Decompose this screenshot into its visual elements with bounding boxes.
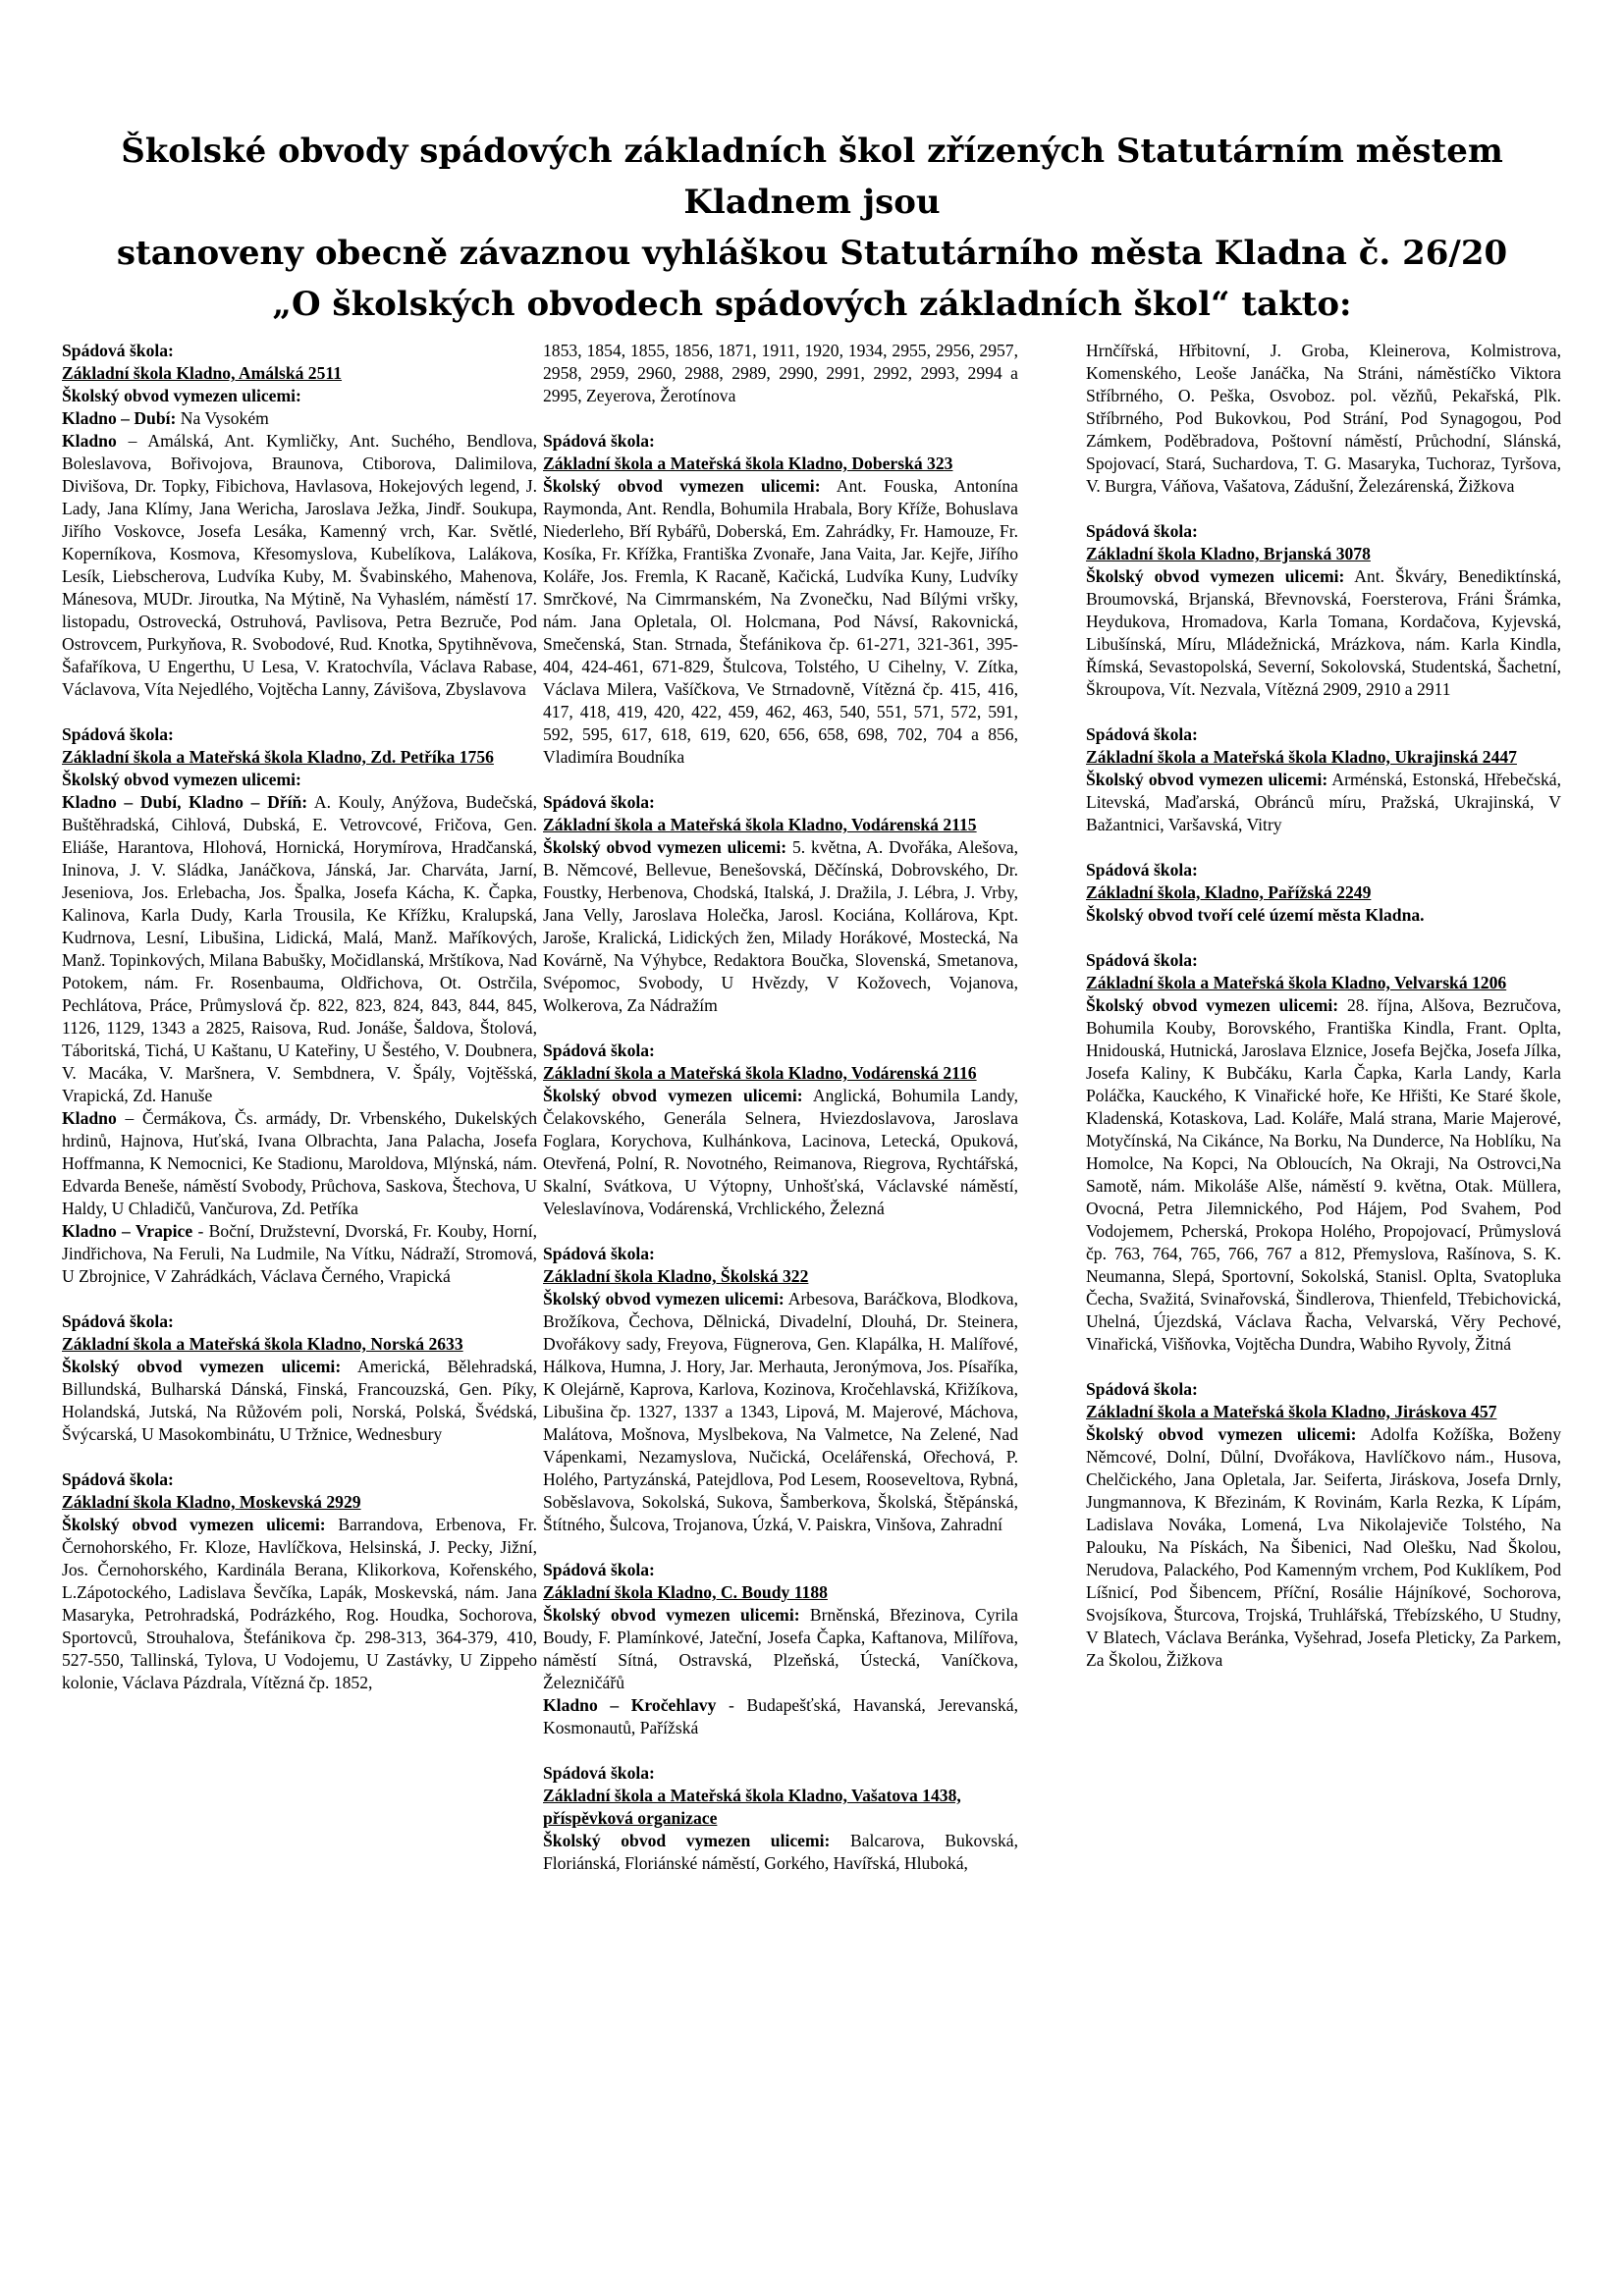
- page-title: [69, 126, 1555, 330]
- street-list-text: Arménská, Estonská, Hřebečská, Litevská, Maďarská, Obránců míru, Pražská, Ukrajinská, V Bažantnici, Varšavská, Vitry: [1086, 770, 1561, 834]
- section-label: Spádová škola:: [543, 792, 655, 812]
- school-section: [1086, 520, 1561, 701]
- school-section: [62, 1310, 537, 1446]
- district-text: [62, 1220, 537, 1288]
- district-text: [1086, 994, 1561, 1356]
- district-lead: Kladno – Vrapice: [62, 1221, 193, 1241]
- district-lead: Kladno: [62, 431, 117, 451]
- school-section: [543, 1559, 1018, 1739]
- school-name: Základní škola a Mateřská škola Kladno, Norská 2633: [62, 1334, 463, 1354]
- district-lead: Školský obvod vymezen ulicemi:: [543, 1605, 800, 1625]
- district-lead: Školský obvod vymezen ulicemi:: [543, 476, 821, 496]
- section-label: Spádová škola:: [1086, 950, 1198, 970]
- school-name: Základní škola Kladno, Brjanská 3078: [1086, 544, 1371, 563]
- section-label: Spádová škola:: [1086, 1379, 1198, 1399]
- school-name: Základní škola a Mateřská škola Kladno, Doberská 323: [543, 454, 953, 473]
- district-text: [62, 1514, 537, 1694]
- school-section: [62, 1468, 537, 1694]
- district-lead: Školský obvod vymezen ulicemi:: [543, 837, 787, 857]
- school-section: [1086, 949, 1561, 1356]
- district-lead: Školský obvod vymezen ulicemi:: [1086, 1424, 1357, 1444]
- school-name: Základní škola, Kladno, Pařížská 2249: [1086, 882, 1372, 902]
- section-label: Spádová škola:: [543, 1763, 655, 1783]
- district-heading: Školský obvod tvoří celé území města Kladna.: [1086, 905, 1425, 925]
- district-lead: Školský obvod vymezen ulicemi:: [543, 1086, 803, 1105]
- section-label: Spádová škola:: [543, 1244, 655, 1263]
- street-list-text: 28. října, Alšova, Bezručova, Bohumila Kouby, Borovského, Františka Kindla, Frant. Oplta, Hnidouská, Hutnická, Jaroslava Elznice, Josefa Bejčka, Josefa Jílka, Josefa Kaliny, K Bubčáku, Karla Čapka, Karla Landy, Karla Poláčka, Kauckého, K Vinařické hoře, Ke Hřišti, Ke Staré škole, Kladenská, Kotaskova, Lad. Koláře, Malá strana, Marie Majerové, Motyčínská, Na Cikánce, Na Borku, Na Dunderce, Na Hoblíku, Na Homolce, Na Kopci, Na Obloucích, Na Okraji, Na Ostrovci,Na Samotě, nám. Mikoláše Alše, náměstí 9. května, Otak. Müllera, Ovocná, Petra Jilemnického, Pod Hájem, Pod Svahem, Pod Vodojemem, Pcherská, Prokopa Holého, Propojovací, Průmyslová čp. 763, 764, 765, 766, 767 a 812, Přemyslova, Rašínova, S. K. Neumanna, Slepá, Sportovní, Sokolská, Stanisl. Oplta, Svatopluka Čecha, Svažitá, Svinařovská, Šindlerova, Thienfeld, Třebichovická, Uhelná, Újezdská, Václava Řacha, Velvarská, Věry Pechové, Vinařická, Višňovka, Vojtěcha Dundra, Wabiho Ryvoly, Žitná: [1086, 995, 1561, 1354]
- section-label: Spádová škola:: [1086, 724, 1198, 744]
- district-text: [543, 1288, 1018, 1536]
- street-list-text: Ant. Škváry, Benediktínská, Broumovská, Brjanská, Břevnovská, Foersterova, Fráni Šrámka, Heydukova, Hromadova, Karla Tomana, Kordačova, Kyjevská, Libušínská, Míru, Mládežnická, Mrázkova, nám. Karla Kindla, Římská, Sevastopolská, Severní, Sokolovská, Studentská, Šachetní, Škroupova, Vít. Nezvala, Vítězná 2909, 2910 a 2911: [1086, 566, 1561, 699]
- section-label: Spádová škola:: [62, 341, 174, 360]
- district-lead: Kladno – Dubí:: [62, 408, 177, 428]
- school-section: [62, 340, 537, 701]
- district-lead: Kladno – Dubí, Kladno – Dříň:: [62, 792, 308, 812]
- school-section: [1086, 1378, 1561, 1672]
- street-list-text: Na Vysokém: [176, 408, 269, 428]
- school-name: Základní škola a Mateřská škola Kladno, Ukrajinská 2447: [1086, 747, 1517, 767]
- district-text: [543, 836, 1018, 1017]
- continued-street-list: [543, 340, 1018, 407]
- school-name: Základní škola a Mateřská škola Kladno, Jiráskova 457: [1086, 1402, 1497, 1421]
- district-text: [62, 791, 537, 1107]
- street-list-text: A. Kouly, Anýžova, Budečská, Buštěhradská, Cihlová, Dubská, E. Vetrovcové, Fričova, Gen. Eliáše, Harantova, Hlohová, Hornická, Horymírova, Hradčanská, Ininova, J. V. Sládka, Janáčkova, Jánská, Jar. Charváta, Jarní, Jeseniova, Jos. Erlebacha, Jos. Špalka, Josefa Kácha, K. Čapka, Kalinova, Karla Dudy, Karla Trousila, Ke Křížku, Kralupská, Kudrnova, Lesní, Libušina, Lidická, Malá, Manž. Maříkových, Manž. Topinkových, Milana Babušky, Močidlanská, Mrštíkova, Nad Potokem, nám. Fr. Rosenbauma, Oldřichova, Ot. Ostrčila, Pechlátova, Práce, Průmyslová čp. 822, 823, 824, 843, 844, 845, 1126, 1129, 1343 a 2825, Raisova, Rud. Jonáše, Šaldova, Štolová, Táboritská, Tichá, U Kaštanu, U Kateřiny, U Šestého, V. Doubnera, V. Macáka, V. Maršnera, V. Sembdnera, V. Špály, Vojtěšská, Vrapická, Zd. Hanuše: [62, 792, 538, 1105]
- school-name: Základní škola a Mateřská škola Kladno, Velvarská 1206: [1086, 973, 1507, 992]
- school-section: [543, 791, 1018, 1017]
- school-section: [543, 1762, 1018, 1875]
- school-name: Základní škola Kladno, Amálská 2511: [62, 363, 343, 383]
- district-heading: Školský obvod vymezen ulicemi:: [62, 386, 301, 405]
- district-lead: Školský obvod vymezen ulicemi:: [1086, 770, 1328, 789]
- school-section: [543, 1243, 1018, 1536]
- district-heading: Školský obvod vymezen ulicemi:: [62, 770, 301, 789]
- section-label: Spádová škola:: [543, 1560, 655, 1579]
- section-label: Spádová škola:: [62, 1469, 174, 1489]
- section-label: Spádová škola:: [62, 1311, 174, 1331]
- district-text: [543, 1604, 1018, 1694]
- school-section: [543, 430, 1018, 769]
- street-list-text: – Čermákova, Čs. armády, Dr. Vrbenského, Dukelských hrdinů, Hajnova, Huťská, Ivana Olbrachta, Jana Palacha, Josefa Hoffmanna, K Nemocnici, Ke Stadionu, Maroldova, Mlýnská, nám. Edvarda Beneše, náměstí Svobody, Průchova, Saskova, Štechova, U Haldy, U Chladičů, Vančurova, Zd. Petříka: [62, 1108, 537, 1218]
- school-section: [543, 1040, 1018, 1220]
- street-list-text: Anglická, Bohumila Landy, Čelakovského, Generála Selnera, Hviezdoslavova, Jaroslava Foglara, Korychova, Kulhánkova, Lacinova, Letecká, Opuková, Otevřená, Polní, R. Novotného, Reimanova, Riegrova, Rychtářská, Skalní, Svátkova, U Výtopny, Unhošťská, Václavské náměstí, Veleslavínova, Vodárenská, Vrchlického, Železná: [543, 1086, 1018, 1218]
- district-text: [62, 1107, 537, 1220]
- school-name: Základní škola a Mateřská škola Kladno, Vašatova 1438, příspěvková organizace: [543, 1786, 961, 1828]
- district-text: [543, 1694, 1018, 1739]
- district-lead: Školský obvod vymezen ulicemi:: [1086, 566, 1345, 586]
- title-line-1: Školské obvody spádových základních škol zřízených Statutárním městem Kladnem jsou: [121, 132, 1503, 222]
- district-text: [62, 1356, 537, 1446]
- school-name: Základní škola a Mateřská škola Kladno, Vodárenská 2116: [543, 1063, 977, 1083]
- school-name: Základní škola a Mateřská škola Kladno, Zd. Petříka 1756: [62, 747, 494, 767]
- school-section: [1086, 859, 1561, 927]
- school-section: [62, 723, 537, 1288]
- street-list-text: 1853, 1854, 1855, 1856, 1871, 1911, 1920, 1934, 2955, 2956, 2957, 2958, 2959, 2960, 2988, 2989, 2990, 2991, 2992, 2993, 2994 a 2995, Zeyerova, Žerotínova: [543, 341, 1018, 405]
- district-text: [62, 430, 537, 701]
- section-label: Spádová škola:: [543, 1041, 655, 1060]
- column-2: [543, 340, 1018, 1897]
- section-label: Spádová škola:: [543, 431, 655, 451]
- section-label: Spádová škola:: [62, 724, 174, 744]
- street-list-text: - Boční, Družstevní, Dvorská, Fr. Kouby, Horní, Jindřichova, Na Feruli, Na Ludmile, Na Vítku, Nádraží, Stromová, U Zbrojnice, V Zahrádkách, Václava Černého, Vrapická: [62, 1221, 538, 1286]
- district-text: [1086, 769, 1561, 836]
- title-line-3: „O školských obvodech spádových základních škol“ takto:: [272, 285, 1352, 324]
- street-list-text: Balcarova, Bukovská, Floriánská, Floriánské náměstí, Gorkého, Havířská, Hluboká,: [543, 1831, 1019, 1873]
- street-list-text: Americká, Bělehradská, Billundská, Bulharská Dánská, Finská, Francouzská, Gen. Píky, Holandská, Jutská, Na Růžovém poli, Norská, Polská, Švédská, Švýcarská, U Masokombinátu, U Tržnice, Wednesbury: [62, 1357, 537, 1444]
- school-name: Základní škola Kladno, C. Boudy 1188: [543, 1582, 828, 1602]
- continued-street-list: [1086, 340, 1561, 498]
- column-3: [1086, 340, 1561, 1694]
- street-list-text: - Budapešťská, Havanská, Jerevanská, Kosmonautů, Pařížská: [543, 1695, 1018, 1737]
- street-list-text: Ant. Fouska, Antonína Raymonda, Ant. Rendla, Bohumila Hrabala, Bory Kříže, Bohuslava Niederleho, Bří Rybářů, Doberská, Em. Zahrádky, Fr. Hamouze, Fr. Kosíka, Fr. Křížka, Františka Zvonaře, Jana Vaita, Jar. Kejře, Jiřího Koláře, Jos. Fremla, K Racaně, Kačická, Ludvíka Kuny, Ludvíky Smrčkové, Na Cimrmanském, Na Zvonečku, Nad Bílými vršky, nám. Jana Opletala, Ol. Holcmana, Pod Návsí, Rakovnická, Smečenská, Stan. Strnada, Štefánikova čp. 61-271, 321-361, 395-404, 424-461, 671-829, Štulcova, Tolstého, U Cihelny, V. Zítka, Václava Milera, Vašíčkova, Ve Strnadovně, Vítězná čp. 415, 416, 417, 418, 419, 420, 422, 459, 462, 463, 540, 551, 571, 572, 591, 592, 595, 617, 618, 619, 620, 656, 658, 698, 702, 704 a 856, Vladimíra Boudníka: [543, 476, 1018, 767]
- title-line-2: stanoveny obecně závaznou vyhláškou Statutárního města Kladna č. 26/20: [116, 234, 1508, 273]
- district-text: [1086, 565, 1561, 701]
- district-lead: Školský obvod vymezen ulicemi:: [1086, 995, 1339, 1015]
- district-text: [543, 1830, 1018, 1875]
- district-text: [62, 407, 537, 430]
- street-list-text: 5. května, A. Dvořáka, Alešova, B. Němcové, Bellevue, Benešovská, Děčínská, Dobrovského, Dr. Foustky, Herbenova, Chodská, Italská, J. Dražila, J. Lébra, J. Vrby, Jana Velly, Jaroslava Holečka, Jarosl. Kociána, Kollárova, Kpt. Jaroše, Kralická, Lidických žen, Milady Horákové, Mostecká, Na Kovárně, Na Výhybce, Redaktora Boučka, Slovenská, Smetanova, Svépomoc, Svobody, U Hvězdy, V Kožovech, Vojanova, Wolkerova, Za Nádražím: [543, 837, 1018, 1015]
- school-name: Základní škola Kladno, Moskevská 2929: [62, 1492, 361, 1512]
- district-text: [543, 1085, 1018, 1220]
- street-list-text: – Amálská, Ant. Kymličky, Ant. Suchého, Bendlova, Boleslavova, Bořivojova, Braunova, Ctiborova, Dalimilova, Divišova, Dr. Topky, Fibichova, Havlasova, Hokejových legend, J. Lady, Jana Klímy, Jana Wericha, Jaroslava Ježka, Jindř. Soukupa, Jiřího Voskovce, Josefa Lesáka, Kamenný vrch, Kar. Světlé, Koperníkova, Kosmova, Křesomyslova, Kubelíkova, Lalákova, Lesík, Liebscherova, Ludvíka Kuby, M. Švabinského, Mahenova, Mánesova, MUDr. Jiroutka, Na Mýtině, Na Vyhaslém, náměstí 17. listopadu, Ostrovecká, Ostruhová, Pavlisova, Petra Bezruče, Pod Ostrovcem, Purkyňova, R. Svobodové, Rud. Knotka, Spytihněvova, Šafaříkova, U Engerthu, U Lesa, V. Kratochvíla, Václava Rabase, Václavova, Víta Nejedlého, Vojtěcha Lanny, Závišova, Zbyslavova: [62, 431, 537, 699]
- district-lead: Školský obvod vymezen ulicemi:: [62, 1515, 326, 1534]
- street-list-text: Barrandova, Erbenova, Fr. Černohorského, Fr. Kloze, Havlíčkova, Helsinská, J. Pecky, Jižní, Jos. Černohorského, Kardinála Berana, Klikorkova, Kořenského, L.Zápotockého, Ladislava Ševčíka, Lapák, Moskevská, nám. Jana Masaryka, Petrohradská, Podrázkého, Rog. Houdka, Sochorova, Sportovců, Strouhalova, Štefánikova čp. 298-313, 364-379, 410, 527-550, Tallinská, Tylova, U Vodojemu, U Zastávky, U Zippeho kolonie, Václava Pázdrala, Vítězná čp. 1852,: [62, 1515, 537, 1692]
- district-lead: Kladno: [62, 1108, 117, 1128]
- district-lead: Školský obvod vymezen ulicemi:: [543, 1289, 785, 1308]
- street-list-text: Arbesova, Baráčkova, Blodkova, Brožíkova, Čechova, Dělnická, Divadelní, Dlouhá, Dr. Steinera, Dvořákovy sady, Freyova, Fügnerova, Gen. Klapálka, H. Malířové, Hálkova, Humna, J. Hory, Jar. Merhauta, Jeronýmova, Jos. Písaříka, K Olejárně, Kaprova, Karlova, Kozinova, Kročehlavská, Křižíkova, Libušina čp. 1327, 1337 a 1343, Lipová, M. Majerové, Máchova, Malátova, Mošnova, Myslbekova, Na Valmetce, Na Zelené, Nad Vápenkami, Nezamyslova, Nučická, Ocelářenská, Ořechová, P. Holého, Partyzánská, Patejdlova, Pod Lesem, Rooseveltova, Rybná, Soběslavova, Sokolská, Sukova, Šamberkova, Školská, Štěpánská, Štítného, Šulcova, Trojanova, Úzká, V. Paiskra, Vinšova, Zahradní: [543, 1289, 1018, 1534]
- street-list-text: Brněnská, Březinova, Cyrila Boudy, F. Plamínkové, Jateční, Josefa Čapka, Kaftanova, Milířova, náměstí Sítná, Ostravská, Plzeňská, Ústecká, Vaníčkova, Železničářů: [543, 1605, 1018, 1692]
- district-lead: Školský obvod vymezen ulicemi:: [62, 1357, 342, 1376]
- street-list-text: Adolfa Kožíška, Boženy Němcové, Dolní, Důlní, Dvořákova, Havlíčkovo nám., Husova, Chelčického, Jana Opletala, Jar. Seiferta, Jiráskova, Josefa Drnly, Jungmannova, K Březinám, K Rovinám, Karla Rezka, K Lípám, Ladislava Nováka, Lomená, Lva Nikolajeviče Tolstého, Na Palouku, Na Pískách, Na Šibenici, Nad Olešku, Nad Školou, Nerudova, Palackého, Pod Kamenným vrchem, Pod Kuklíkem, Pod Líšnicí, Pod Šibencem, Příční, Rosálie Hájníkové, Sochorova, Svojsíkova, Šturcova, Trojská, Truhlářská, Třebízského, U Studny, V Blatech, Václava Beránka, Vyšehrad, Josefa Pleticky, Za Parkem, Za Školou, Žižkova: [1086, 1424, 1561, 1670]
- district-lead: Školský obvod vymezen ulicemi:: [543, 1831, 831, 1850]
- district-text: [1086, 1423, 1561, 1672]
- district-text: [543, 475, 1018, 769]
- school-name: Základní škola Kladno, Školská 322: [543, 1266, 809, 1286]
- section-label: Spádová škola:: [1086, 521, 1198, 541]
- district-lead: Kladno – Kročehlavy: [543, 1695, 717, 1715]
- school-name: Základní škola a Mateřská škola Kladno, Vodárenská 2115: [543, 815, 977, 834]
- section-label: Spádová škola:: [1086, 860, 1198, 880]
- school-section: [1086, 723, 1561, 836]
- street-list-text: Hrnčířská, Hřbitovní, J. Groba, Kleinerova, Kolmistrova, Komenského, Leoše Janáčka, Na Stráni, náměstíčko Viktora Stříbrného, O. Peška, Osvoboz. pol. vězňů, Pekařská, Plk. Stříbrného, Pod Bukovkou, Pod Strání, Pod Synagogou, Pod Zámkem, Poděbradova, Poštovní náměstí, Průchodní, Slánská, Spojovací, Stará, Suchardova, T. G. Masaryka, Tuchoraz, Tyršova, V. Burgra, Váňova, Vašatova, Zádušní, Železárenská, Žižkova: [1086, 341, 1561, 496]
- column-1: [62, 340, 537, 1717]
